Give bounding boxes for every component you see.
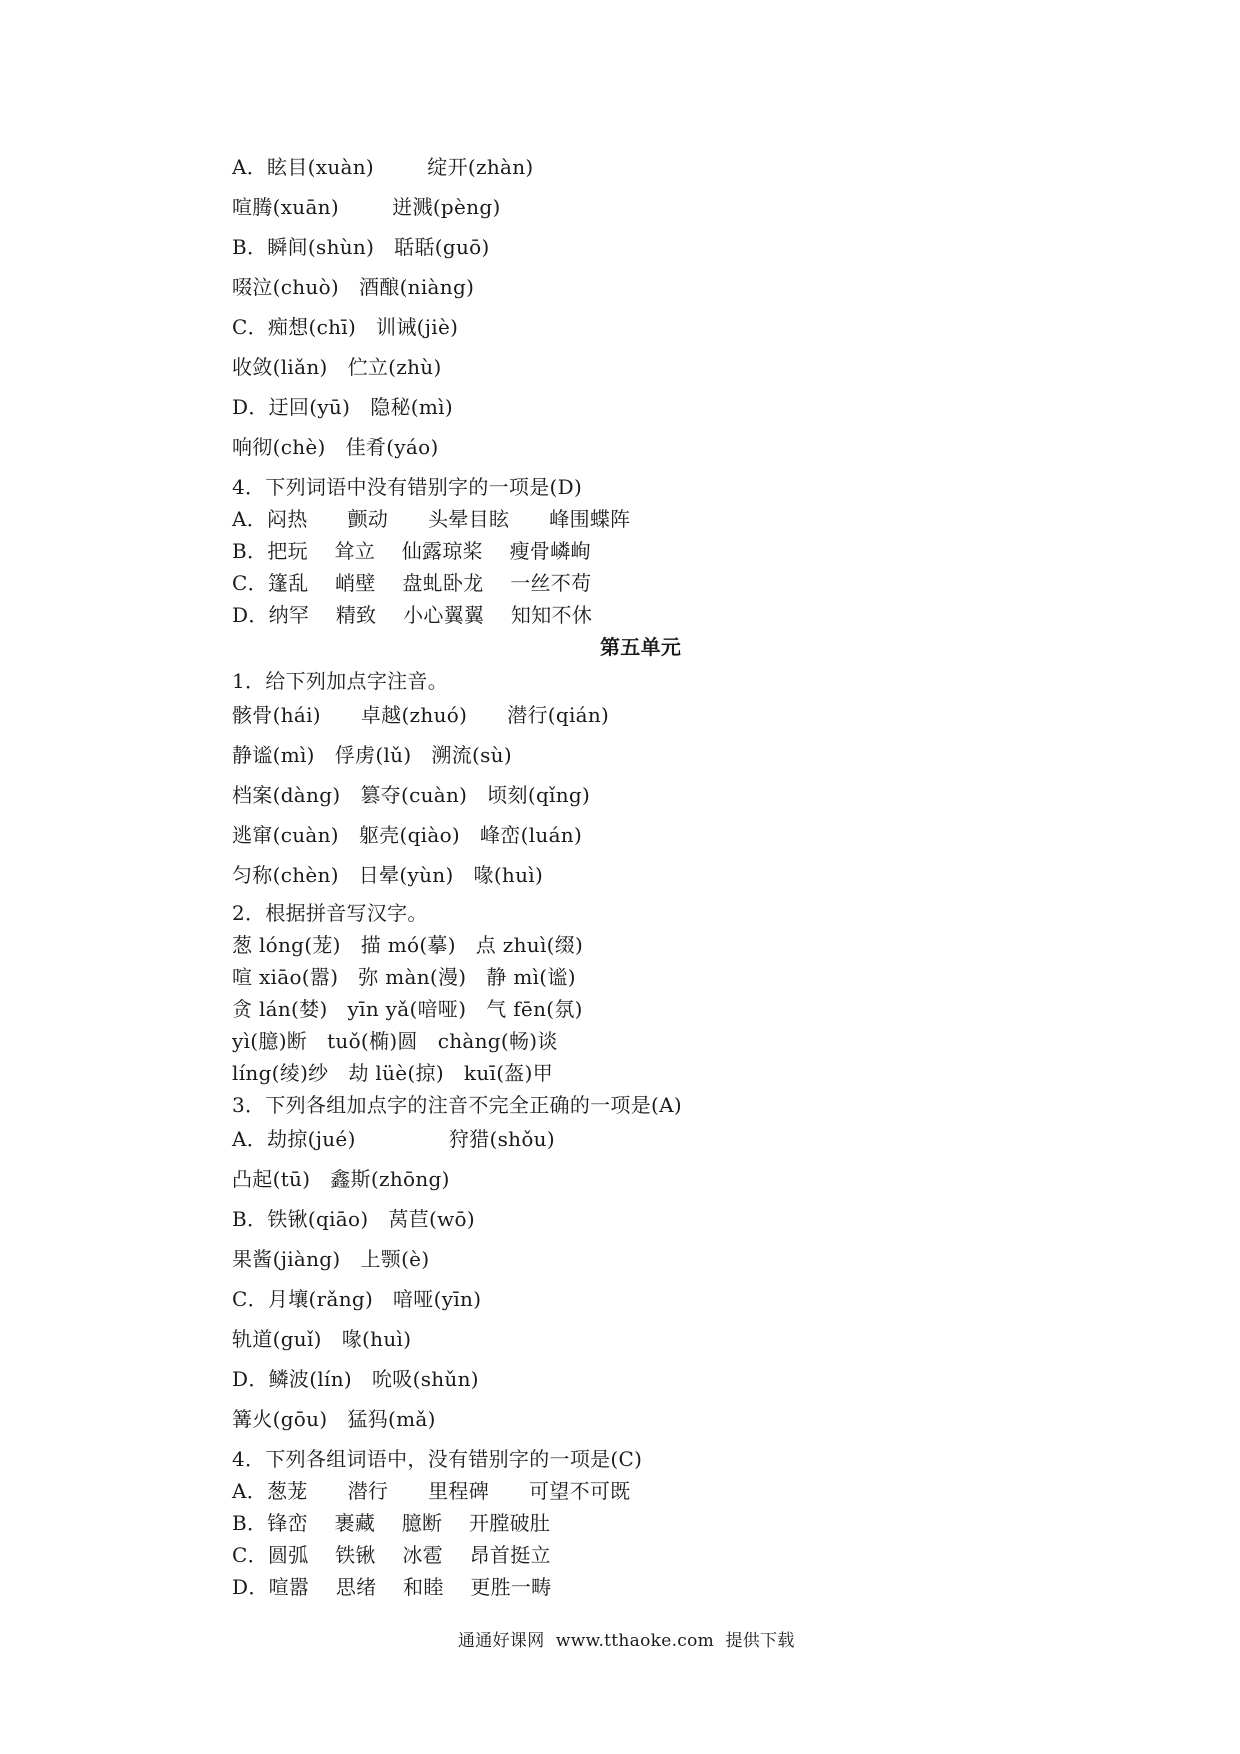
question-4-prompt: 4．下列词语中没有错别字的一项是(D): [232, 475, 583, 499]
option-line-c: C．痴想(chī) 训诫(jiè): [232, 315, 459, 339]
question-3-option-b: B．铁锹(qiāo) 莴苣(wō): [232, 1207, 476, 1231]
question-4b-option-d: D．喧嚣 思绪 和睦 更胜一畴: [232, 1575, 552, 1599]
option-line-a-cont: 喧腾(xuān) 迸溅(pèng): [232, 195, 501, 219]
question-4-option-a: A．闷热 颤动 头晕目眩 峰围蝶阵: [232, 507, 631, 531]
question-4-option-c: C．篷乱 峭壁 盘虬卧龙 一丝不苟: [232, 571, 592, 595]
page-footer: 通通好课网 www.tthaoke.com 提供下载: [458, 1631, 795, 1651]
pinyin-line: 静谧(mì) 俘虏(lǔ) 溯流(sù): [232, 743, 512, 767]
question-3-option-a-cont: 凸起(tū) 鑫斯(zhōng): [232, 1167, 450, 1191]
question-3-option-d: D．鳞波(lín) 吮吸(shǔn): [232, 1367, 479, 1391]
pinyin-line: 逃窜(cuàn) 躯壳(qiào) 峰峦(luán): [232, 823, 583, 847]
question-3-option-a: A．劫掠(jué) 狩猎(shǒu): [232, 1127, 555, 1151]
question-3-option-d-cont: 篝火(gōu) 猛犸(mǎ): [232, 1407, 436, 1431]
question-4b-option-a: A．葱茏 潜行 里程碑 可望不可既: [232, 1479, 631, 1503]
question-4b-option-c: C．圆弧 铁锹 冰雹 昂首挺立: [232, 1543, 551, 1567]
question-2-prompt: 2．根据拼音写汉字。: [232, 901, 428, 925]
hanzi-line: 贪 lán(婪) yīn yǎ(喑哑) 气 fēn(氛): [232, 997, 583, 1021]
section-heading: 第五单元: [600, 635, 682, 659]
question-3-option-c-cont: 轨道(guǐ) 喙(huì): [232, 1327, 412, 1351]
option-line-d: D．迂回(yū) 隐秘(mì): [232, 395, 453, 419]
question-4b-prompt: 4．下列各组词语中，没有错别字的一项是(C): [232, 1447, 643, 1471]
question-1-prompt: 1．给下列加点字注音。: [232, 669, 449, 693]
option-line-a: A．眩目(xuàn) 绽开(zhàn): [232, 155, 534, 179]
option-line-d-cont: 响彻(chè) 佳肴(yáo): [232, 435, 439, 459]
option-line-c-cont: 收敛(liǎn) 伫立(zhù): [232, 355, 442, 379]
pinyin-line: 骸骨(hái) 卓越(zhuó) 潜行(qián): [232, 703, 610, 727]
option-line-b: B．瞬间(shùn) 聒聒(guō): [232, 235, 490, 259]
hanzi-line: 葱 lóng(茏) 描 mó(摹) 点 zhuì(缀): [232, 933, 584, 957]
question-4-option-b: B．把玩 耸立 仙露琼桨 瘦骨嶙峋: [232, 539, 591, 563]
pinyin-line: 档案(dàng) 篡夺(cuàn) 顷刻(qǐng): [232, 783, 591, 807]
hanzi-line: yì(臆)断 tuǒ(椭)圆 chàng(畅)谈: [232, 1029, 558, 1053]
option-line-b-cont: 啜泣(chuò) 酒酿(niàng): [232, 275, 475, 299]
question-4b-option-b: B．锋峦 裹藏 臆断 开膛破肚: [232, 1511, 551, 1535]
hanzi-line: 喧 xiāo(嚣) 弥 màn(漫) 静 mì(谧): [232, 965, 576, 989]
question-4-option-d: D．纳罕 精致 小心翼翼 知知不休: [232, 603, 593, 627]
hanzi-line: líng(绫)纱 劫 lüè(掠) kuī(盔)甲: [232, 1061, 554, 1085]
question-3-option-b-cont: 果酱(jiàng) 上颚(è): [232, 1247, 430, 1271]
question-3-prompt: 3．下列各组加点字的注音不完全正确的一项是(A): [232, 1093, 682, 1117]
pinyin-line: 匀称(chèn) 日晕(yùn) 喙(huì): [232, 863, 544, 887]
question-3-option-c: C．月壤(rǎng) 喑哑(yīn): [232, 1287, 482, 1311]
